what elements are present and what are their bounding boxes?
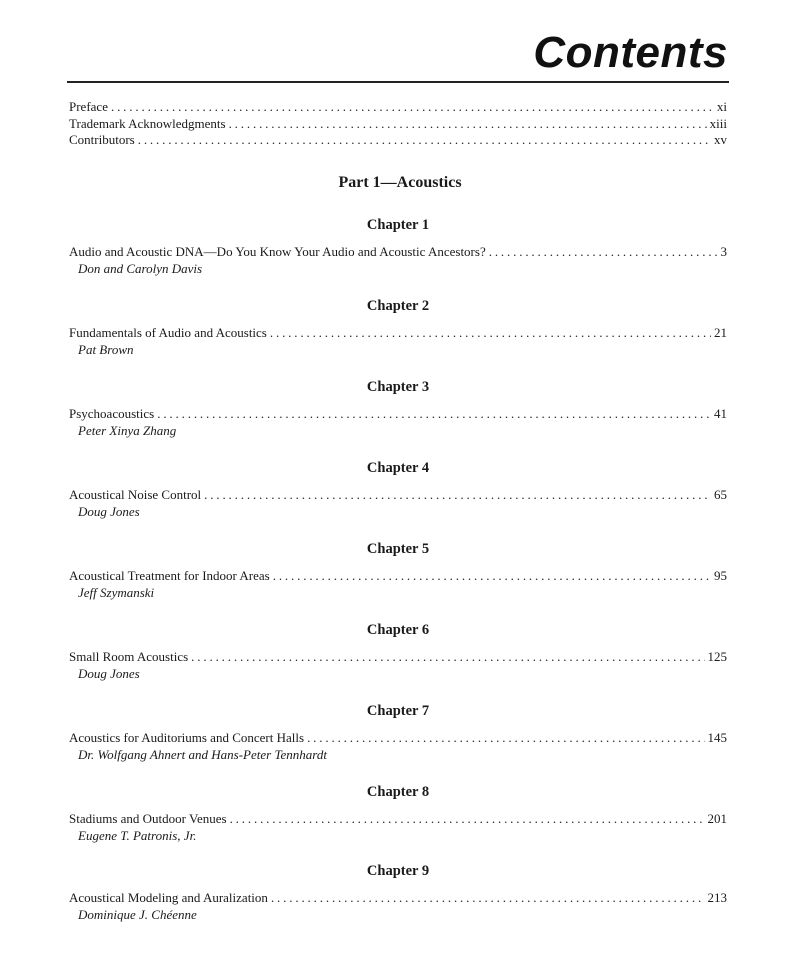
part-heading: Part 1—Acoustics xyxy=(338,174,462,191)
toc-entry-chapter[interactable] xyxy=(69,568,727,585)
toc-entry-title: Acoustics for Auditoriums and Concert Halls xyxy=(69,730,305,745)
toc-entry-title: Fundamentals of Audio and Acoustics xyxy=(69,325,267,340)
dot-leader xyxy=(230,811,705,828)
chapter-heading: Chapter 4 xyxy=(366,460,430,476)
toc-entry-page: xiii xyxy=(709,115,727,131)
chapter-block xyxy=(69,541,727,601)
dot-leader xyxy=(273,568,711,585)
toc-entry-title: Psychoacoustics xyxy=(69,406,155,421)
dot-leader xyxy=(271,890,705,907)
toc-entry-chapter[interactable] xyxy=(69,890,727,907)
chapter-heading: Chapter 3 xyxy=(366,379,430,395)
toc-entry-page: 95 xyxy=(714,568,727,583)
chapter-block xyxy=(69,784,727,844)
chapter-heading: Chapter 5 xyxy=(366,541,430,557)
chapter-author: Eugene T. Patronis, Jr. xyxy=(78,827,197,843)
chapter-author: Don and Carolyn Davis xyxy=(78,260,203,276)
toc-entry-chapter[interactable] xyxy=(69,811,727,828)
toc-entry-title: Preface xyxy=(69,99,108,114)
chapter-heading: Chapter 1 xyxy=(366,217,430,233)
toc-entry-title: Contributors xyxy=(69,132,135,147)
toc-entry-page: 41 xyxy=(714,406,727,421)
front-matter-list xyxy=(69,99,727,149)
dot-leader xyxy=(307,730,704,747)
dot-leader xyxy=(204,487,711,504)
dot-leader xyxy=(229,116,707,133)
toc-entry-title: Trademark Acknowledgments xyxy=(69,115,226,131)
dot-leader xyxy=(138,132,711,149)
chapter-author: Dominique J. Chéenne xyxy=(78,906,197,922)
toc-entry-title: Stadiums and Outdoor Venues xyxy=(69,811,227,826)
toc-entry-page: 213 xyxy=(707,890,727,905)
toc-entry-title: Acoustical Modeling and Auralization xyxy=(69,890,268,905)
chapter-block xyxy=(69,703,727,763)
chapter-heading: Chapter 7 xyxy=(366,703,430,719)
dot-leader xyxy=(270,325,711,342)
toc-entry-title: Acoustical Noise Control xyxy=(69,487,202,502)
toc-entry-chapter[interactable] xyxy=(69,244,727,261)
chapter-block xyxy=(69,622,727,682)
chapter-block xyxy=(69,379,727,439)
chapter-block xyxy=(69,217,727,277)
dot-leader xyxy=(489,244,718,261)
toc-entry-page: 3 xyxy=(720,244,727,259)
dot-leader xyxy=(191,649,704,666)
toc-entry-trademark[interactable] xyxy=(69,116,727,133)
toc-entry-chapter[interactable] xyxy=(69,487,727,504)
toc-entry-page: 65 xyxy=(714,487,727,502)
chapter-author: Dr. Wolfgang Ahnert and Hans-Peter Tennhardt xyxy=(78,746,327,762)
toc-entry-title: Small Room Acoustics xyxy=(69,649,189,664)
toc-entry-chapter[interactable] xyxy=(69,730,727,747)
chapter-block xyxy=(69,298,727,358)
chapter-block xyxy=(69,863,727,923)
chapter-heading: Chapter 9 xyxy=(366,863,430,879)
dot-leader xyxy=(157,406,711,423)
chapter-author: Doug Jones xyxy=(78,503,140,519)
chapter-block xyxy=(69,460,727,520)
toc-entry-chapter[interactable] xyxy=(69,649,727,666)
toc-entry-chapter[interactable] xyxy=(69,325,727,342)
title-rule xyxy=(67,81,729,83)
chapter-heading: Chapter 8 xyxy=(366,784,430,800)
chapter-author: Peter Xinya Zhang xyxy=(78,422,177,438)
dot-leader xyxy=(111,99,714,116)
toc-entry-title: Acoustical Treatment for Indoor Areas xyxy=(69,568,270,583)
toc-entry-page: xv xyxy=(714,132,727,147)
chapter-author: Doug Jones xyxy=(78,665,140,681)
chapter-author: Jeff Szymanski xyxy=(78,584,155,600)
toc-entry-page: 21 xyxy=(714,325,727,340)
toc-entry-page: 125 xyxy=(707,649,727,664)
toc-entry-page: 201 xyxy=(707,811,727,826)
toc-entry-chapter[interactable] xyxy=(69,406,727,423)
chapter-heading: Chapter 6 xyxy=(366,622,430,638)
page-title: Contents xyxy=(533,28,728,77)
toc-entry-contributors[interactable] xyxy=(69,132,727,149)
chapter-author: Pat Brown xyxy=(78,341,134,357)
chapter-heading: Chapter 2 xyxy=(366,298,430,314)
toc-entry-title: Audio and Acoustic DNA—Do You Know Your Audio and Acoustic Ancestors? xyxy=(69,244,486,259)
toc-entry-page: xi xyxy=(716,99,727,114)
toc-entry-page: 145 xyxy=(707,730,727,745)
toc-entry-preface[interactable] xyxy=(69,99,727,116)
